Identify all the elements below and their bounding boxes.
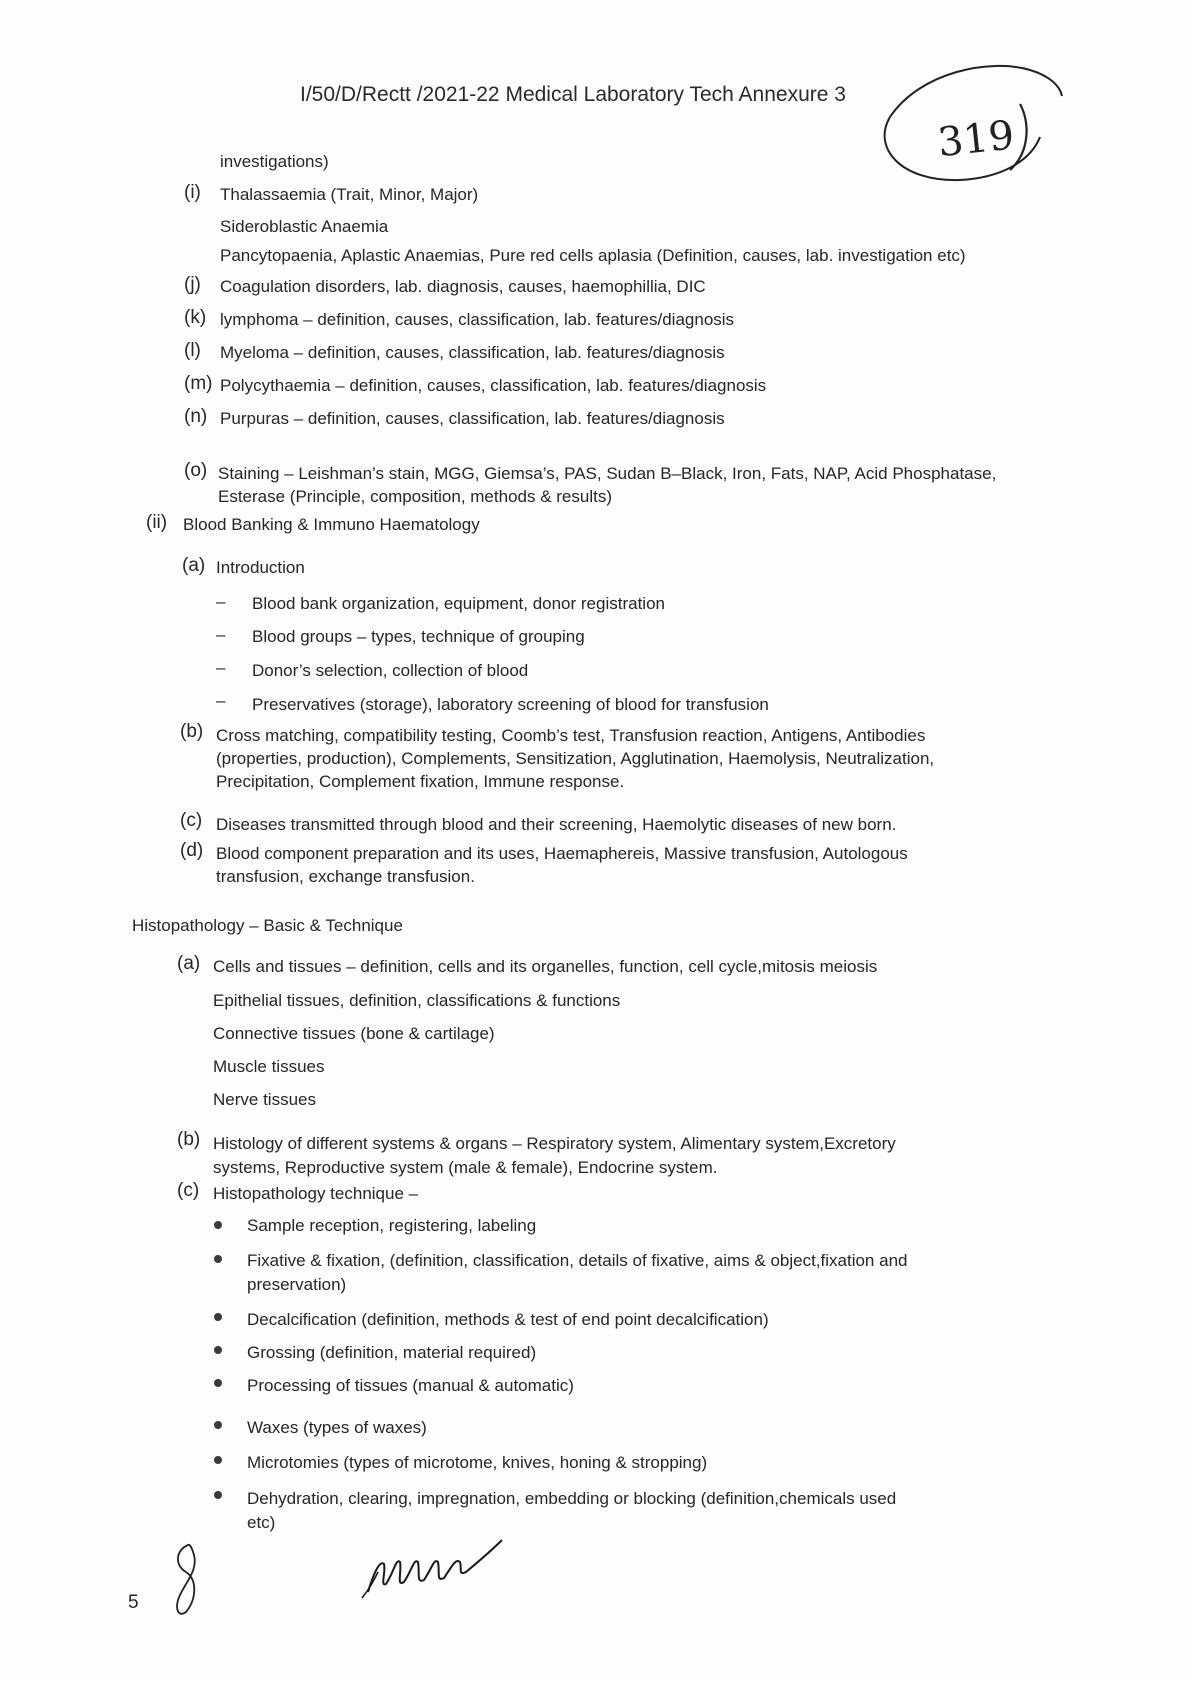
technique-point: Processing of tissues (manual & automatic) [247, 1376, 574, 1395]
item-text: Blood component preparation and its uses, Haemaphereis, Massive transfusion, Autologous [216, 844, 908, 863]
intro-point: Donor’s selection, collection of blood [252, 661, 529, 680]
item-label-a: (a) [177, 953, 201, 974]
item-text: Myeloma – definition, causes, classification, lab. features/diagnosis [220, 343, 725, 362]
intro-point: Blood groups – types, technique of grouping [252, 627, 585, 646]
dash-marker: – [216, 691, 226, 710]
item-label-c: (c) [180, 810, 203, 831]
bullet-icon [214, 1221, 222, 1229]
item-label-i: (i) [184, 182, 201, 203]
dash-marker: – [216, 658, 226, 677]
technique-point: etc) [247, 1513, 276, 1532]
bullet-icon [214, 1346, 222, 1354]
item-label-d: (d) [180, 840, 204, 861]
technique-point: preservation) [247, 1275, 347, 1294]
bullet-icon [214, 1255, 222, 1263]
page-header: I/50/D/Rectt /2021-22 Medical Laboratory Tech Annexure 3 [300, 83, 846, 106]
dash-marker: – [216, 592, 226, 611]
item-text: Diseases transmitted through blood and their screening, Haemolytic diseases of new born. [216, 815, 897, 834]
item-text: Connective tissues (bone & cartilage) [213, 1024, 495, 1043]
item-label-b: (b) [180, 721, 204, 742]
item-label-l: (l) [184, 340, 201, 361]
item-text: Muscle tissues [213, 1057, 325, 1076]
item-text: Epithelial tissues, definition, classifications & functions [213, 991, 621, 1010]
bullet-icon [214, 1313, 222, 1321]
item-text: Histology of different systems & organs – Respiratory system, Alimentary system,Excretory [213, 1134, 896, 1153]
technique-point: Fixative & fixation, (definition, classification, details of fixative, aims & object,fixation and [247, 1251, 908, 1270]
item-label-a: (a) [182, 555, 206, 576]
technique-point: Waxes (types of waxes) [247, 1418, 427, 1437]
dash-marker: – [216, 625, 226, 644]
item-label-j: (j) [184, 274, 201, 295]
item-label-m: (m) [184, 373, 213, 394]
bullet-icon [214, 1421, 222, 1429]
page-number: 5 [128, 1592, 139, 1613]
item-text: Pancytopaenia, Aplastic Anaemias, Pure red cells aplasia (Definition, causes, lab. investigation etc) [220, 246, 966, 265]
intro-point: Preservatives (storage), laboratory screening of blood for transfusion [252, 695, 769, 714]
circled-number-stamp [880, 62, 1070, 202]
signature [360, 1532, 510, 1602]
item-text: lymphoma – definition, causes, classification, lab. features/diagnosis [220, 310, 735, 329]
item-text: Histopathology technique – [213, 1184, 419, 1203]
technique-point: Dehydration, clearing, impregnation, embedding or blocking (definition,chemicals used [247, 1489, 897, 1508]
item-label-o: (o) [184, 460, 208, 481]
item-text: Esterase (Principle, composition, methods & results) [218, 487, 612, 506]
item-text: (properties, production), Complements, Sensitization, Agglutination, Haemolysis, Neutralization, [216, 749, 935, 768]
item-text: Thalassaemia (Trait, Minor, Major) [220, 185, 479, 204]
section-title: Histopathology – Basic & Technique [132, 916, 403, 935]
bullet-icon [214, 1379, 222, 1387]
item-label-k: (k) [184, 307, 207, 328]
section-title: Blood Banking & Immuno Haematology [183, 515, 480, 534]
item-text: Purpuras – definition, causes, classification, lab. features/diagnosis [220, 409, 725, 428]
continued-line: investigations) [220, 152, 329, 171]
item-text: Coagulation disorders, lab. diagnosis, causes, haemophillia, DIC [220, 277, 706, 296]
section-label-ii: (ii) [146, 512, 168, 533]
item-label-b: (b) [177, 1129, 201, 1150]
intro-point: Blood bank organization, equipment, donor registration [252, 594, 665, 613]
item-text: Staining – Leishman’s stain, MGG, Giemsa’s, PAS, Sudan B–Black, Iron, Fats, NAP, Acid Phosphatase, [218, 464, 997, 483]
item-text: Cross matching, compatibility testing, Coomb’s test, Transfusion reaction, Antigens, Antibodies [216, 726, 926, 745]
bullet-icon [214, 1456, 222, 1464]
handwritten-initial [168, 1540, 208, 1620]
item-text: Nerve tissues [213, 1090, 316, 1109]
item-text: transfusion, exchange transfusion. [216, 867, 475, 886]
technique-point: Microtomies (types of microtome, knives, honing & stropping) [247, 1453, 708, 1472]
item-text: Introduction [216, 558, 305, 577]
item-text: Sideroblastic Anaemia [220, 217, 389, 236]
technique-point: Grossing (definition, material required) [247, 1343, 537, 1362]
stamp-number-text: 319 [935, 112, 1017, 167]
technique-point: Sample reception, registering, labeling [247, 1216, 537, 1235]
item-label-c: (c) [177, 1180, 200, 1201]
item-label-n: (n) [184, 406, 208, 427]
item-text: Precipitation, Complement fixation, Immune response. [216, 772, 625, 791]
item-text: Polycythaemia – definition, causes, classification, lab. features/diagnosis [220, 376, 767, 395]
bullet-icon [214, 1491, 222, 1499]
item-text: Cells and tissues – definition, cells and its organelles, function, cell cycle,mitosis meiosis [213, 957, 878, 976]
technique-point: Decalcification (definition, methods & test of end point decalcification) [247, 1310, 769, 1329]
item-text: systems, Reproductive system (male & female), Endocrine system. [213, 1158, 718, 1177]
